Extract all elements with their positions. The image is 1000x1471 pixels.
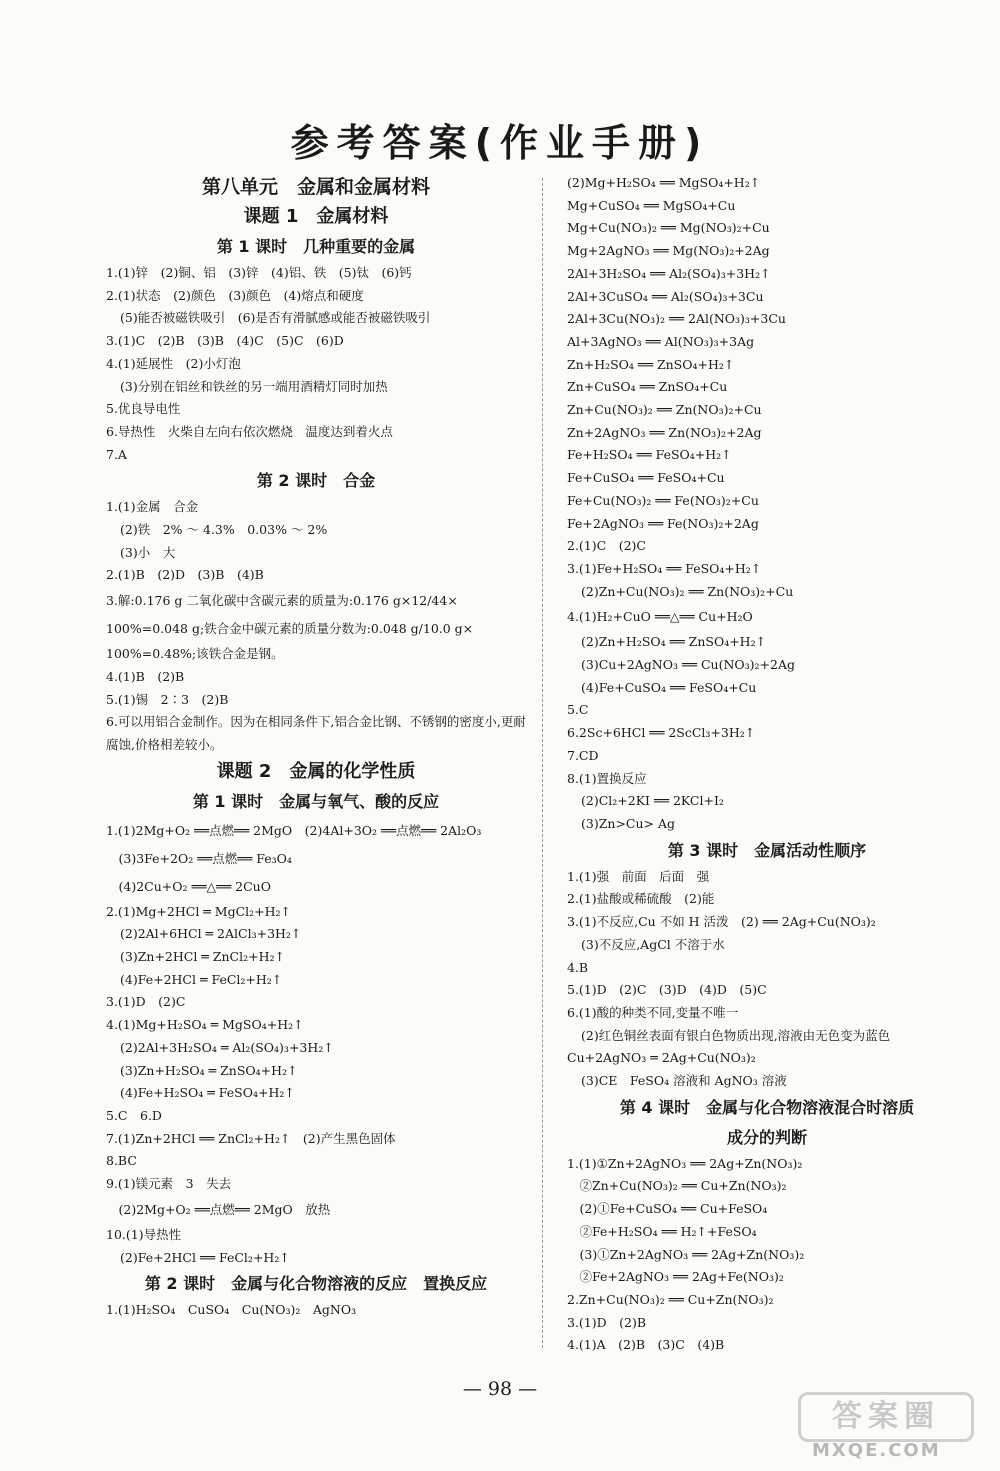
- answer-line: (3)①Zn+2AgNO₃ ══ 2Ag+Zn(NO₃)₂: [567, 1246, 805, 1262]
- answer-line: ②Fe+H₂SO₄ ══ H₂↑+FeSO₄: [567, 1223, 757, 1239]
- page-title: 参考答案(作业手册): [290, 121, 710, 165]
- column-divider: [542, 178, 543, 1348]
- answer-line: (3)Zn+2HCl ═ ZnCl₂+H₂↑: [120, 949, 285, 965]
- answer-line: 3.(1)Fe+H₂SO₄ ══ FeSO₄+H₂↑: [567, 560, 762, 576]
- answer-line: 4.(1)A (2)B (3)C (4)B: [567, 1337, 725, 1353]
- answer-line: 1.(1)金属 合金: [106, 499, 199, 515]
- answer-line: (2)Mg+H₂SO₄ ══ MgSO₄+H₂↑: [567, 175, 761, 190]
- answer-line: (2)Zn+Cu(NO₃)₂ ══ Zn(NO₃)₂+Cu: [581, 583, 794, 599]
- answer-line: (3)CE FeSO₄ 溶液和 AgNO₃ 溶液: [581, 1073, 787, 1089]
- answer-line: 5.C: [567, 702, 589, 718]
- answer-line: 6.(1)酸的种类不同,变量不唯一: [567, 1004, 739, 1020]
- answer-line: (3)3Fe+2O₂ ══点燃══ Fe₃O₄: [106, 850, 292, 866]
- answer-line: 7.CD: [567, 747, 599, 763]
- answer-line: 4.(1)延展性 (2)小灯泡: [106, 355, 241, 371]
- answer-line: Fe+Cu(NO₃)₂ ══ Fe(NO₃)₂+Cu: [567, 492, 759, 508]
- answer-line: (4)Fe+2HCl ═ FeCl₂+H₂↑: [120, 971, 283, 987]
- answer-line: (5)能否被磁铁吸引 (6)是否有滑腻感或能否被磁铁吸引: [120, 310, 431, 326]
- lesson-heading: 第 3 课时 金属活动性顺序: [667, 840, 867, 860]
- answer-line: 5.优良导电性: [106, 401, 181, 417]
- answer-line: 10.(1)导热性: [106, 1226, 182, 1242]
- answer-line: (4)2Cu+O₂ ══△══ 2CuO: [106, 878, 271, 894]
- answer-line: 2Al+3CuSO₄ ══ Al₂(SO₄)₃+3Cu: [567, 288, 764, 304]
- answer-line: 5.C 6.D: [106, 1107, 162, 1123]
- answer-line: 1.(1)H₂SO₄ CuSO₄ Cu(NO₃)₂ AgNO₃: [106, 1302, 357, 1318]
- answer-line: 9.(1)镁元素 3 失去: [106, 1176, 232, 1192]
- answer-line: Fe+CuSO₄ ══ FeSO₄+Cu: [567, 470, 725, 486]
- answer-line: 7.A: [106, 446, 127, 462]
- lesson-heading: 第 2 课时 金属与化合物溶液的反应 置换反应: [144, 1274, 488, 1294]
- answer-line: 7.(1)Zn+2HCl ══ ZnCl₂+H₂↑ (2)产生黑色固体: [106, 1130, 396, 1146]
- answer-line: (2)铁 2% ～ 4.3% 0.03% ～ 2%: [120, 522, 328, 538]
- answer-line: Fe+2AgNO₃ ══ Fe(NO₃)₂+2Ag: [567, 515, 759, 531]
- answer-line: Al+3AgNO₃ ══ Al(NO₃)₃+3Ag: [567, 333, 755, 349]
- answer-line: (3)Zn+H₂SO₄ ═ ZnSO₄+H₂↑: [120, 1062, 298, 1078]
- answer-line: 3.解:0.176 g 二氧化碳中含碳元素的质量为:0.176 g×12/44×: [106, 593, 458, 609]
- answer-line: 5.(1)锡 2∶3 (2)B: [106, 691, 229, 707]
- topic-heading: 课题 2 金属的化学性质: [216, 760, 416, 782]
- answer-line: 8.(1)置换反应: [567, 770, 647, 786]
- answer-line: 2.(1)B (2)D (3)B (4)B: [106, 567, 264, 583]
- unit-heading: 第八单元 金属和金属材料: [201, 176, 430, 198]
- watermark-url: MXQE.COM: [812, 1440, 941, 1461]
- answer-line: 8.BC: [106, 1153, 137, 1169]
- answer-line: ②Zn+Cu(NO₃)₂ ══ Cu+Zn(NO₃)₂: [567, 1178, 787, 1194]
- answer-line: 1.(1)锌 (2)铜、铝 (3)锌 (4)铝、铁 (5)钛 (6)钙: [106, 265, 412, 280]
- answer-line: 4.B: [567, 959, 589, 975]
- left-column: [106, 172, 526, 1322]
- right-column: [567, 172, 967, 1357]
- lesson-heading: 第 1 课时 金属与氧气、酸的反应: [192, 791, 440, 811]
- answer-line: 4.(1)Mg+H₂SO₄ ═ MgSO₄+H₂↑: [106, 1017, 304, 1033]
- answer-line: 2.(1)盐酸或稀硫酸 (2)能: [567, 891, 715, 907]
- answer-line: (4)Fe+CuSO₄ ══ FeSO₄+Cu: [581, 679, 757, 695]
- answer-line: Mg+CuSO₄ ══ MgSO₄+Cu: [567, 197, 736, 213]
- answer-line: (4)Fe+H₂SO₄ ═ FeSO₄+H₂↑: [120, 1085, 295, 1101]
- answer-line: (2)2Al+3H₂SO₄ ═ Al₂(SO₄)₃+3H₂↑: [120, 1039, 334, 1055]
- answer-line: 3.(1)D (2)C: [106, 994, 186, 1010]
- answer-line: (3)小 大: [120, 544, 176, 560]
- answer-line: 5.(1)D (2)C (3)D (4)D (5)C: [567, 982, 767, 998]
- answer-line: (2)Cl₂+2KI ══ 2KCl+I₂: [581, 793, 724, 809]
- answer-line: (3)不反应,AgCl 不溶于水: [581, 936, 725, 952]
- topic-heading: 课题 1 金属材料: [243, 206, 389, 227]
- answer-line: 100%=0.48%;该铁合金是钢。: [106, 646, 284, 662]
- answer-line: 1.(1)①Zn+2AgNO₃ ══ 2Ag+Zn(NO₃)₂: [567, 1155, 803, 1171]
- lesson-heading: 第 4 课时 金属与化合物溶液混合时溶质: [619, 1097, 915, 1117]
- answer-line: Mg+2AgNO₃ ══ Mg(NO₃)₂+2Ag: [567, 243, 770, 259]
- answer-line: 2.(1)状态 (2)颜色 (3)颜色 (4)熔点和硬度: [106, 287, 364, 303]
- page-number: — 98 —: [462, 1378, 538, 1400]
- answer-line: Cu+2AgNO₃ ═ 2Ag+Cu(NO₃)₂: [567, 1050, 756, 1066]
- answer-line: 6.导热性 火柴自左向右依次燃烧 温度达到着火点: [106, 423, 393, 439]
- answer-line: 4.(1)B (2)B: [106, 668, 185, 684]
- answer-line: Zn+H₂SO₄ ══ ZnSO₄+H₂↑: [567, 356, 735, 372]
- answer-line: 1.(1)2Mg+O₂ ══点燃══ 2MgO (2)4Al+3O₂ ══点燃══ 2Al₂O₃: [106, 822, 482, 838]
- answer-line: 2.Zn+Cu(NO₃)₂ ══ Cu+Zn(NO₃)₂: [567, 1291, 774, 1307]
- answer-line: (2)红色铜丝表面有银白色物质出现,溶液由无色变为蓝色: [581, 1027, 891, 1043]
- lesson-heading: 第 1 课时 几种重要的金属: [216, 237, 416, 256]
- answer-line: Zn+Cu(NO₃)₂ ══ Zn(NO₃)₂+Cu: [567, 402, 762, 418]
- answer-line: 2Al+3Cu(NO₃)₂ ══ 2Al(NO₃)₃+3Cu: [567, 311, 786, 327]
- answer-line: (3)Cu+2AgNO₃ ══ Cu(NO₃)₂+2Ag: [581, 657, 796, 673]
- answer-line: 1.(1)强 前面 后面 强: [567, 868, 710, 884]
- answer-line: (2)2Mg+O₂ ══点燃══ 2MgO 放热: [106, 1201, 331, 1217]
- answer-line: 2.(1)C (2)C: [567, 538, 646, 554]
- answer-line: 100%=0.048 g;铁合金中碳元素的质量分数为:0.048 g/10.0 g×: [106, 621, 474, 637]
- answer-line: (2)Fe+2HCl ══ FeCl₂+H₂↑: [120, 1249, 290, 1265]
- lesson-heading: 第 2 课时 合金: [256, 471, 376, 491]
- answer-line: (3)Zn>Cu> Ag: [581, 815, 676, 831]
- answer-line: 3.(1)C (2)B (3)B (4)C (5)C (6)D: [106, 333, 344, 349]
- answer-line: (3)分别在铝丝和铁丝的另一端用酒精灯同时加热: [120, 378, 388, 394]
- answer-line: Zn+2AgNO₃ ══ Zn(NO₃)₂+2Ag: [567, 424, 762, 440]
- lesson-heading: 成分的判断: [726, 1127, 807, 1147]
- answer-line: 3.(1)D (2)B: [567, 1314, 647, 1330]
- answer-line: ②Fe+2AgNO₃ ══ 2Ag+Fe(NO₃)₂: [567, 1269, 784, 1285]
- answer-line: Zn+CuSO₄ ══ ZnSO₄+Cu: [567, 379, 728, 395]
- answer-line: (2)①Fe+CuSO₄ ══ Cu+FeSO₄: [567, 1201, 768, 1217]
- answer-line: (2)Zn+H₂SO₄ ══ ZnSO₄+H₂↑: [581, 634, 767, 650]
- answer-line: 6.2Sc+6HCl ══ 2ScCl₃+3H₂↑: [567, 725, 756, 741]
- watermark-logo: 答案圈: [798, 1392, 974, 1442]
- answer-line: 3.(1)不反应,Cu 不如 H 活泼 (2) ══ 2Ag+Cu(NO₃)₂: [567, 914, 876, 930]
- answer-line: 2Al+3H₂SO₄ ══ Al₂(SO₄)₃+3H₂↑: [567, 265, 771, 281]
- answer-line: 4.(1)H₂+CuO ══△══ Cu+H₂O: [567, 609, 753, 625]
- answer-line: (2)2Al+6HCl ═ 2AlCl₃+3H₂↑: [120, 926, 302, 942]
- answer-line: 6.可以用铝合金制作。因为在相同条件下,铝合金比钢、不锈钢的密度小,更耐腐蚀,价格相差较小。: [106, 714, 526, 752]
- answer-line: 2.(1)Mg+2HCl ═ MgCl₂+H₂↑: [106, 903, 292, 919]
- answer-line: Fe+H₂SO₄ ══ FeSO₄+H₂↑: [567, 447, 732, 463]
- answer-line: Mg+Cu(NO₃)₂ ══ Mg(NO₃)₂+Cu: [567, 220, 770, 236]
